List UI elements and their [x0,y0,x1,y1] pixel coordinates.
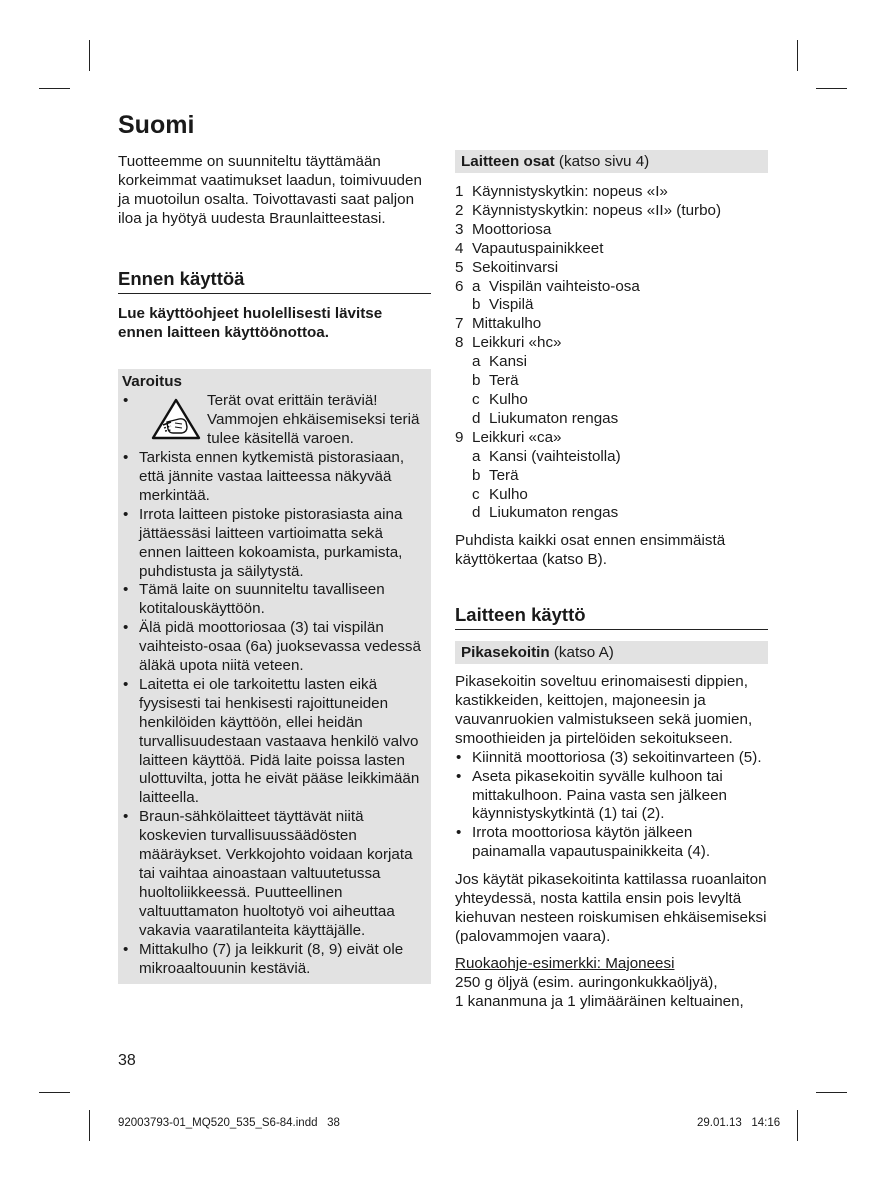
parts-list-item: b Vispilä [472,296,534,314]
warning-item-text: Braun-sähkölaitteet täyttävät niitä koskevien turvallisuussäädösten määräykset. Verkkojohto voidaan korjata tai vaihtaa ainoastaan valtuutetussa huoltoliikkeessä. Puutteellinen valtuuttamaton huoltotyö voi aiheuttaa vakavia vaaratilanteita käyttäjälle. [139,808,413,939]
bullet: • [456,748,462,766]
crop-mark [89,1110,90,1141]
page-title: Suomi [118,111,195,139]
parts-list-item: 7 Mittakulho [455,315,542,333]
bullet: • [123,449,129,467]
crop-mark [816,1092,847,1093]
parts-list-item: 1 Käynnistyskytkin: nopeus «I» [455,183,668,200]
parts-list-item: b Terä [472,466,519,484]
warning-item-text: Älä pidä moottoriosaa (3) tai vispilän vaihteisto-osaa (6a) juoksevassa vedessä äläkä upota niitä veteen. [139,619,421,675]
footer-timestamp [697,1117,780,1129]
warning-item [122,506,423,582]
clean-note: Puhdista kaikki osat ennen ensimmäistä käyttökertaa (katso B). [455,532,726,569]
parts-list-item: c Kulho [472,485,528,503]
warning-item [122,581,423,619]
warning-box [118,369,431,984]
instruction-item [455,749,768,768]
blender-heading: Pikasekoitin [461,644,550,662]
recipe-line: 250 g öljyä (esim. auringonkukkaöljyä), [455,973,718,991]
warning-item-text: Terät ovat erittäin teräviä! Vammojen ehkäisemiseksi teriä tulee käsitellä varoen. [207,392,420,448]
footer-file-name: 92003793-01_MQ520_535_S6-84.indd [118,1117,318,1129]
warning-item [122,619,423,676]
warning-item [122,941,423,979]
bullet: • [456,824,462,842]
blender-intro: Pikasekoitin soveltuu erinomaisesti dippien, kastikkeiden, keittojen, majoneesin ja vauvanruokien valmistukseen sekä juomien, smoothieiden ja pirtelöiden sekoitukseen. [455,673,753,747]
parts-list-item: b Terä [472,372,519,390]
parts-list-item: 4 Vapautuspainikkeet [455,239,604,257]
recipe-title: Ruokaohje-esimerkki: Majoneesi [455,954,675,972]
bullet: • [123,808,129,826]
warning-list [122,392,423,978]
footer-file-page: 38 [327,1117,340,1129]
crop-mark [39,88,70,89]
instruction-text: Aseta pikasekoitin syvälle kulhoon tai mittakulhoon. Paina vasta sen jälkeen käynnistyskytkintä (1) tai (2). [472,767,727,823]
bullet: • [123,675,129,693]
parts-list-item: d Liukumaton rengas [472,409,619,427]
parts-reference: (katso sivu 4) [558,153,650,170]
blender-reference: (katso A) [553,644,614,662]
instruction-item [455,824,768,862]
warning-item-text: Tarkista ennen kytkemistä pistorasiaan, että jännite vastaa laitteessa näkyvää merkintää. [139,449,405,504]
parts-list-item: 5 Sekoitinvarsi [455,258,559,276]
section-title-usage: Laitteen käyttö [455,604,768,630]
crop-mark [797,1110,798,1141]
warning-item-text: Mittakulho (7) ja leikkurit (8, 9) eivät ole mikroaaltouunin kestäviä. [139,940,404,977]
footer-date: 29.01.13 [697,1117,742,1129]
recipe-line: 1 kananmuna ja 1 ylimääräinen keltuainen, [455,992,744,1010]
parts-list-item: d Liukumaton rengas [472,504,619,522]
sharp-blade-warning-icon [151,398,201,449]
warning-item-text: Tämä laite on suunniteltu tavalliseen kotitalouskäyttöön. [139,581,385,618]
read-instructions-notice: Lue käyttöohjeet huolellisesti lävitse ennen laitteen käyttöönottoa. [118,304,383,341]
parts-list-item: 6 a Vispilän vaihteisto-osa [455,277,640,295]
bullet: • [456,767,462,785]
right-column [455,150,768,1012]
page-number: 38 [118,1052,136,1069]
bullet: • [123,505,129,523]
pot-note: Jos käytät pikasekoitinta kattilassa ruoanlaiton yhteydessä, nosta kattila ensin pois levyltä kiehuvan nesteen roiskumisen ehkäisemiseksi (palovammojen vaara). [455,871,767,945]
parts-list [455,183,768,523]
crop-mark [797,40,798,71]
intro-paragraph: Tuotteemme on suunniteltu täyttämään korkeimmat vaatimukset laadun, toimivuuden ja muotoilun osalta. Toivottavasti saat paljon iloa ja hyötyä uudesta Braunlaitteestasi. [118,153,422,227]
parts-list-item: 3 Moottoriosa [455,220,552,238]
warning-title: Varoitus [122,373,182,391]
parts-heading: Laitteen osat [461,153,555,170]
bullet: • [123,392,129,410]
crop-mark [39,1092,70,1093]
warning-item-text: Laitetta ei ole tarkoitettu lasten eikä fyysisesti tai henkisesti rajoittuneiden henkilöiden käyttöön, ellei heidän turvallisuudestaan vastaava henkilö valvo laitteen käyttöä. Pidä laite poissa lasten ulottuvilta, jotta he eivät pääse leikkimään laitteella. [139,675,420,807]
warning-item [122,449,423,506]
parts-heading-bar [455,150,768,173]
warning-item-text: Irrota laitteen pistoke pistorasiasta aina jättäessäsi laitteen vartioimatta sekä ennen laitteen kokoamista, purkamista, puhdistusta ja säilytystä. [139,505,403,580]
parts-list-item: 9 Leikkuri «ca» [455,428,562,446]
section-title-before-use: Ennen käyttöä [118,268,431,294]
bullet: • [123,940,129,958]
parts-list-item: 8 Leikkuri «hc» [455,334,562,352]
footer-file-info [118,1117,340,1129]
bullet: • [123,619,129,637]
bullet: • [123,581,129,599]
warning-item [122,392,423,449]
crop-mark [816,88,847,89]
parts-list-item: c Kulho [472,390,528,408]
left-column [118,108,431,984]
instruction-text: Kiinnitä moottoriosa (3) sekoitinvarteen (5). [472,748,762,766]
footer-time: 14:16 [751,1117,781,1129]
warning-item [122,676,423,808]
parts-list-item: 2 Käynnistyskytkin: nopeus «II» (turbo) [455,201,722,219]
parts-list-item: a Kansi (vaihteistolla) [472,447,621,465]
warning-item [122,808,423,940]
instruction-text: Irrota moottoriosa käytön jälkeen painamalla vapautuspainikkeita (4). [472,824,711,861]
crop-mark [89,40,90,71]
parts-list-item: a Kansi [472,353,527,371]
blender-heading-bar [455,641,768,664]
instruction-item [455,768,768,825]
blender-instructions [455,749,768,862]
